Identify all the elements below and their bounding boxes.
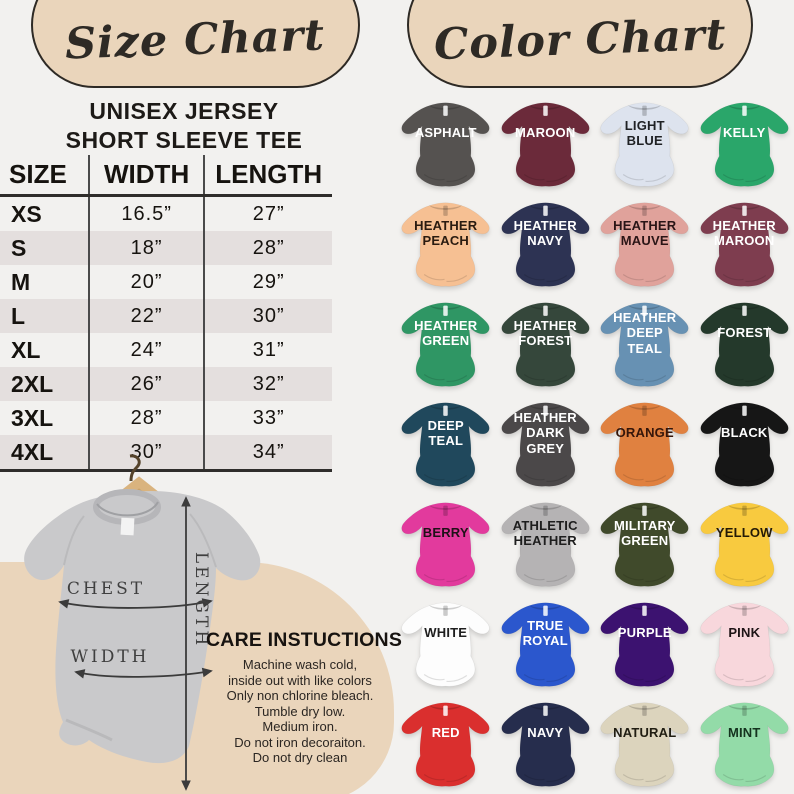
size-table-header-width: WIDTH [89, 155, 205, 196]
color-name: MAROON [515, 125, 576, 141]
width-cell: 30” [89, 435, 205, 471]
color-name: PINK [728, 625, 761, 641]
color-swatch [496, 692, 596, 792]
color-chart-title: Color Chart [432, 9, 727, 71]
color-name: NATURAL [613, 725, 677, 741]
product-name-line2: SHORT SLEEVE TEE [65, 127, 303, 153]
care-lines [206, 657, 394, 766]
color-name: PURPLE [617, 625, 672, 641]
color-swatch [396, 492, 496, 592]
color-swatch [496, 292, 596, 392]
color-name: TRUE ROYAL [522, 617, 568, 648]
size-table-header-row [0, 155, 332, 196]
care-line: Medium iron. [262, 719, 338, 734]
color-swatch [496, 192, 596, 292]
color-swatch [396, 192, 496, 292]
color-swatch [695, 192, 794, 292]
size-table-row [0, 367, 332, 401]
color-name: MILITARY GREEN [613, 517, 676, 548]
color-chart-title-pill [407, 0, 753, 88]
color-swatch [595, 192, 695, 292]
color-swatch [695, 492, 794, 592]
size-table-row [0, 333, 332, 367]
width-cell: 18” [89, 231, 205, 265]
color-name: ORANGE [615, 425, 674, 441]
color-name: BERRY [422, 525, 469, 541]
length-cell: 29” [252, 270, 285, 293]
color-name: NAVY [527, 725, 564, 741]
length-cell: 31” [252, 338, 285, 361]
width-cell: 20” [89, 265, 205, 299]
color-name: HEATHER MAUVE [613, 217, 677, 248]
care-line: Only non chlorine bleach. [226, 688, 374, 703]
color-swatch [695, 592, 794, 692]
size-table [0, 155, 332, 472]
size-chart-title: Size Chart [64, 10, 327, 70]
color-name: DEEP TEAL [427, 417, 464, 448]
length-cell: 34” [252, 440, 285, 463]
size-cell: 3XL [0, 401, 89, 435]
color-swatch [595, 392, 695, 492]
care-line: Machine wash cold, [242, 657, 358, 672]
color-swatch [396, 692, 496, 792]
care-line: Do not iron decoraiton. [234, 734, 366, 750]
color-swatch [396, 392, 496, 492]
length-cell: 30” [252, 304, 285, 327]
width-label: WIDTH [70, 647, 150, 667]
size-table-row [0, 196, 332, 232]
size-table-row [0, 265, 332, 299]
width-cell: 28” [89, 401, 205, 435]
size-chart-title-pill [31, 0, 360, 88]
color-swatch [695, 692, 794, 792]
size-cell: 2XL [0, 367, 89, 401]
color-swatch [496, 492, 596, 592]
color-swatch [396, 292, 496, 392]
tee-neck-label [121, 518, 135, 536]
color-swatch [496, 392, 596, 492]
size-cell: XL [0, 333, 89, 367]
size-cell: XS [0, 196, 89, 232]
length-cell: 32” [252, 372, 285, 395]
length-label: LENGTH [191, 551, 211, 649]
product-name [0, 97, 368, 155]
size-table-row [0, 231, 332, 265]
color-name: BLACK [721, 425, 768, 441]
color-swatch [595, 492, 695, 592]
care-instructions [206, 629, 403, 766]
color-name: HEATHER GREEN [414, 317, 478, 348]
color-name: ASPHALT [414, 125, 477, 141]
size-cell: 4XL [0, 435, 89, 471]
color-swatch [595, 592, 695, 692]
color-swatch [595, 292, 695, 392]
color-swatch [496, 592, 596, 692]
care-line: Tumble dry low. [254, 703, 346, 719]
color-name: FOREST [717, 325, 772, 341]
width-cell: 22” [89, 299, 205, 333]
length-cell: 33” [252, 406, 285, 429]
color-name: HEATHER FOREST [513, 317, 577, 348]
color-name: RED [431, 725, 460, 741]
size-table-header-length: LENGTH [215, 159, 323, 189]
size-cell: S [0, 231, 89, 265]
size-table-header-size: SIZE [0, 155, 89, 196]
color-name: ATHLETIC HEATHER [512, 517, 578, 548]
color-swatch [695, 392, 794, 492]
color-name: HEATHER DEEP TEAL [613, 310, 677, 356]
product-name-line1: UNISEX JERSEY [89, 98, 279, 124]
chest-label: CHEST [66, 579, 146, 599]
color-name: HEATHER DARK GREY [513, 410, 577, 456]
color-name: YELLOW [715, 525, 773, 541]
color-name: MINT [727, 725, 761, 741]
care-line: Do not dry clean [252, 750, 348, 765]
color-grid [396, 92, 794, 792]
length-cell: 27” [252, 202, 285, 225]
color-swatch [396, 92, 496, 192]
size-table-row [0, 299, 332, 333]
care-title: CARE INSTUCTIONS [206, 629, 403, 651]
color-swatch [595, 92, 695, 192]
color-swatch [396, 592, 496, 692]
length-cell: 28” [252, 236, 285, 259]
color-name: KELLY [723, 125, 766, 141]
color-swatch [695, 92, 794, 192]
care-line: inside out with like colors [228, 672, 372, 688]
color-name: HEATHER PEACH [414, 217, 478, 248]
color-swatch [695, 292, 794, 392]
width-cell: 26” [89, 367, 205, 401]
size-cell: M [0, 265, 89, 299]
width-cell: 24” [89, 333, 205, 367]
color-name: LIGHT BLUE [624, 117, 665, 148]
width-cell: 16.5” [89, 196, 205, 232]
color-name: HEATHER NAVY [513, 217, 577, 248]
size-table-row [0, 401, 332, 435]
color-name: WHITE [424, 625, 468, 641]
size-cell: L [0, 299, 89, 333]
color-swatch [595, 692, 695, 792]
color-swatch [496, 92, 596, 192]
color-name: HEATHER MAROON [712, 217, 776, 248]
hanger-hook-icon [130, 456, 139, 481]
